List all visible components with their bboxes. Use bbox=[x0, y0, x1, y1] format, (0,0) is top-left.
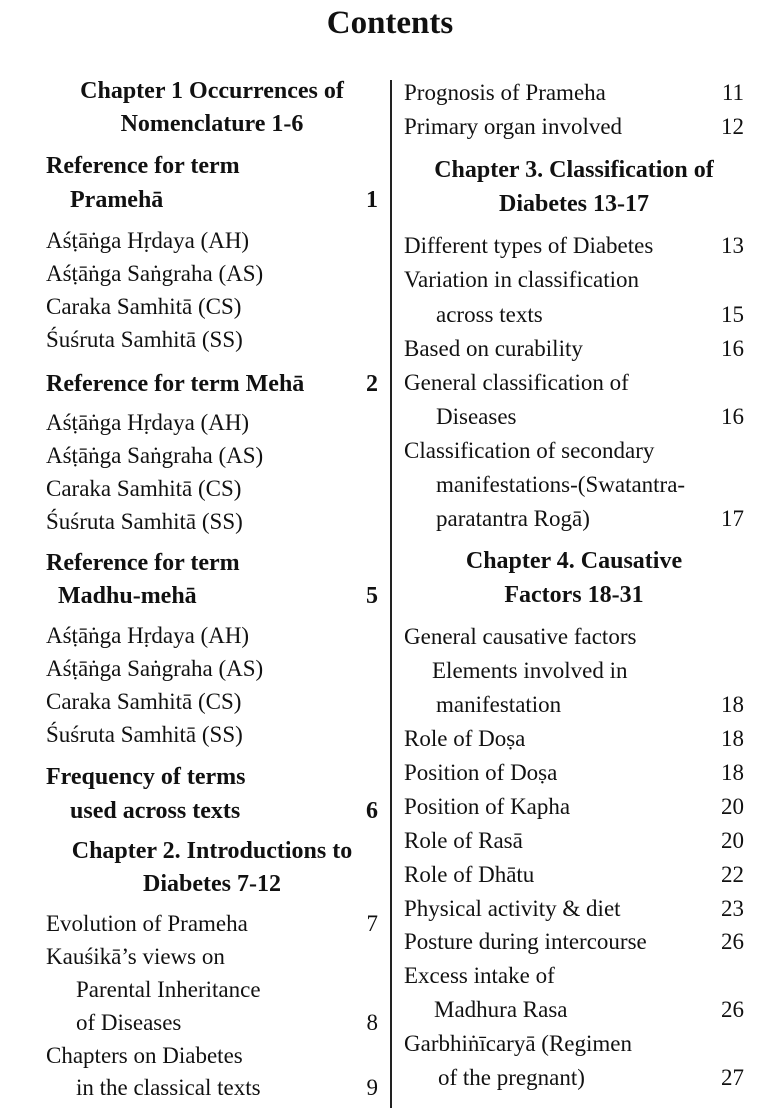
toc-page-number: 12 bbox=[721, 114, 744, 139]
toc-entry bbox=[404, 756, 744, 790]
section-heading bbox=[46, 367, 378, 401]
toc-entry bbox=[46, 973, 378, 1007]
toc-entry bbox=[46, 257, 378, 291]
column-divider bbox=[390, 80, 392, 1108]
chapter-heading bbox=[46, 107, 378, 141]
toc-entry-text: Reference for term Mehā bbox=[46, 371, 305, 397]
toc-entry bbox=[46, 505, 378, 539]
toc-entry bbox=[46, 439, 378, 473]
toc-entry bbox=[404, 858, 744, 892]
toc-entry-text: Reference for term bbox=[46, 550, 240, 576]
toc-entry bbox=[46, 685, 378, 719]
toc-page-number: 26 bbox=[721, 929, 744, 954]
toc-entry-text: Madhura Rasa bbox=[434, 997, 568, 1022]
toc-entry-text: Śuśruta Samhitā (SS) bbox=[46, 722, 243, 747]
toc-entry-text: Caraka Samhitā (CS) bbox=[46, 689, 242, 714]
toc-entry bbox=[46, 1071, 378, 1105]
toc-entry-text: used across texts bbox=[70, 798, 241, 824]
toc-entry bbox=[404, 263, 744, 297]
toc-entry-text: Aśṭāṅga Saṅgraha (AS) bbox=[46, 656, 264, 681]
toc-entry bbox=[46, 406, 378, 440]
toc-entry-text: Caraka Samhitā (CS) bbox=[46, 294, 242, 319]
toc-entry bbox=[404, 400, 744, 434]
chapter-heading bbox=[46, 867, 378, 901]
toc-page-number: 20 bbox=[721, 828, 744, 853]
toc-entry bbox=[404, 468, 744, 502]
toc-entry bbox=[404, 620, 744, 654]
toc-entry-text: of Diseases bbox=[76, 1010, 182, 1035]
toc-entry-text: across texts bbox=[436, 302, 543, 327]
toc-entry-text: Diseases bbox=[436, 404, 517, 429]
toc-entry bbox=[404, 434, 744, 468]
toc-entry-text: Aśṭāṅga Hṛdaya (AH) bbox=[46, 228, 250, 253]
toc-entry-text: Madhu-mehā bbox=[58, 583, 197, 609]
toc-entry-text: Based on curability bbox=[404, 336, 583, 361]
toc-page-number: 27 bbox=[721, 1065, 744, 1090]
chapter-heading bbox=[46, 74, 378, 108]
toc-entry bbox=[46, 619, 378, 653]
toc-entry-text: Caraka Samhitā (CS) bbox=[46, 476, 242, 501]
chapter-heading bbox=[46, 834, 378, 868]
toc-entry-text: Diabetes 13-17 bbox=[499, 191, 649, 217]
toc-entry-text: manifestation bbox=[436, 692, 562, 717]
toc-entry bbox=[404, 76, 744, 110]
section-heading bbox=[46, 794, 378, 828]
toc-page-number: 15 bbox=[721, 302, 744, 327]
section-heading bbox=[46, 579, 378, 613]
toc-entry bbox=[46, 290, 378, 324]
toc-entry-text: Position of Kapha bbox=[404, 794, 571, 819]
toc-entry-text: General causative factors bbox=[404, 624, 637, 649]
toc-entry-text: Śuśruta Samhitā (SS) bbox=[46, 509, 243, 534]
toc-entry bbox=[404, 1027, 744, 1061]
toc-entry-text: Variation in classification bbox=[404, 267, 640, 292]
toc-entry-text: Role of Dhātu bbox=[404, 862, 535, 887]
toc-entry bbox=[404, 892, 744, 926]
toc-entry-text: General classification of bbox=[404, 370, 629, 395]
section-heading bbox=[46, 760, 378, 794]
toc-entry-text: Role of Rasā bbox=[404, 828, 523, 853]
toc-entry-text: paratantra Rogā) bbox=[436, 506, 590, 531]
toc-entry-text: Aśṭāṅga Hṛdaya (AH) bbox=[46, 410, 250, 435]
toc-entry bbox=[404, 366, 744, 400]
chapter-heading bbox=[404, 544, 744, 578]
toc-entry bbox=[46, 718, 378, 752]
toc-entry-text: Posture during intercourse bbox=[404, 929, 647, 954]
toc-entry-text: Primary organ involved bbox=[404, 114, 623, 139]
toc-entry-text: Different types of Diabetes bbox=[404, 233, 654, 258]
chapter-heading bbox=[404, 578, 744, 612]
toc-entry-text: Garbhiṅīcaryā (Regimen bbox=[404, 1031, 632, 1056]
toc-entry bbox=[404, 925, 744, 959]
toc-entry-text: Role of Doṣa bbox=[404, 726, 526, 751]
toc-page-number: 9 bbox=[366, 1075, 378, 1100]
toc-entry bbox=[404, 1061, 744, 1095]
toc-page-number: 17 bbox=[721, 506, 744, 531]
toc-entry-text: Reference for term bbox=[46, 153, 240, 179]
toc-page-number: 22 bbox=[721, 862, 744, 887]
toc-entry-text: Diabetes 7-12 bbox=[143, 871, 281, 897]
toc-entry bbox=[404, 110, 744, 144]
toc-entry-text: Prognosis of Prameha bbox=[404, 80, 606, 105]
section-heading bbox=[46, 149, 378, 183]
toc-page-number: 16 bbox=[721, 336, 744, 361]
toc-entry bbox=[404, 959, 744, 993]
toc-page-number: 20 bbox=[721, 794, 744, 819]
toc-entry bbox=[404, 654, 744, 688]
toc-entry-text: Excess intake of bbox=[404, 963, 555, 988]
toc-entry bbox=[46, 472, 378, 506]
toc-entry bbox=[404, 502, 744, 536]
toc-page-number: 11 bbox=[721, 80, 744, 105]
toc-page-number: 16 bbox=[721, 404, 744, 429]
toc-entry bbox=[404, 332, 744, 366]
toc-entry bbox=[404, 824, 744, 858]
chapter-heading bbox=[404, 187, 744, 221]
toc-entry-text: Evolution of Prameha bbox=[46, 911, 248, 936]
toc-entry-text: manifestations-(Swatantra- bbox=[436, 472, 686, 497]
toc-page-number: 13 bbox=[721, 233, 744, 258]
toc-entry-text: Aśṭāṅga Hṛdaya (AH) bbox=[46, 623, 250, 648]
toc-entry bbox=[46, 323, 378, 357]
toc-entry-text: Pramehā bbox=[70, 187, 164, 213]
chapter-heading bbox=[404, 153, 744, 187]
toc-page-number: 26 bbox=[721, 997, 744, 1022]
toc-entry-text: Chapters on Diabetes bbox=[46, 1043, 243, 1068]
toc-entry bbox=[46, 652, 378, 686]
toc-entry-text: Kauśikā’s views on bbox=[46, 944, 225, 969]
toc-entry bbox=[46, 907, 378, 941]
toc-entry-text: Factors 18-31 bbox=[504, 582, 644, 608]
toc-entry-text: Chapter 2. Introductions to bbox=[71, 838, 353, 864]
toc-entry-text: Chapter 3. Classification of bbox=[434, 157, 714, 183]
toc-entry bbox=[404, 722, 744, 756]
toc-entry-text: Chapter 4. Causative bbox=[465, 548, 683, 574]
toc-entry-text: Elements involved in bbox=[432, 658, 628, 683]
toc-entry bbox=[46, 1006, 378, 1040]
toc-entry bbox=[404, 229, 744, 263]
toc-page-number: 2 bbox=[366, 371, 378, 397]
toc-entry bbox=[46, 224, 378, 258]
toc-entry-text: Aśṭāṅga Saṅgraha (AS) bbox=[46, 261, 264, 286]
page-title: Contents bbox=[326, 5, 454, 41]
section-heading bbox=[46, 183, 378, 217]
toc-page-number: 18 bbox=[721, 726, 744, 751]
toc-entry bbox=[404, 790, 744, 824]
toc-entry bbox=[404, 298, 744, 332]
toc-page-number: 18 bbox=[721, 692, 744, 717]
toc-entry-text: Frequency of terms bbox=[46, 764, 246, 790]
toc-page-number: 1 bbox=[366, 187, 378, 213]
toc-entry-text: Physical activity & diet bbox=[404, 896, 621, 921]
section-heading bbox=[46, 546, 378, 580]
toc-entry-text: Aśṭāṅga Saṅgraha (AS) bbox=[46, 443, 264, 468]
toc-entry bbox=[404, 993, 744, 1027]
toc-entry-text: Śuśruta Samhitā (SS) bbox=[46, 327, 243, 352]
toc-page-number: 6 bbox=[366, 798, 378, 824]
toc-entry bbox=[46, 1039, 378, 1073]
toc-entry-text: of the pregnant) bbox=[438, 1065, 585, 1090]
toc-entry-text: Classification of secondary bbox=[404, 438, 655, 463]
toc-entry-text: Parental Inheritance bbox=[76, 977, 261, 1002]
toc-page-number: 7 bbox=[366, 911, 378, 936]
toc-page-number: 8 bbox=[366, 1010, 378, 1035]
toc-entry-text: Chapter 1 Occurrences of bbox=[80, 78, 344, 104]
toc-entry-text: Nomenclature 1-6 bbox=[120, 111, 304, 137]
toc-entry-text: Position of Doṣa bbox=[404, 760, 558, 785]
toc-entry bbox=[46, 940, 378, 974]
toc-page-number: 18 bbox=[721, 760, 744, 785]
toc-page-number: 23 bbox=[721, 896, 744, 921]
toc-entry-text: in the classical texts bbox=[76, 1075, 261, 1100]
toc-page-number: 5 bbox=[366, 583, 378, 609]
toc-entry bbox=[404, 688, 744, 722]
